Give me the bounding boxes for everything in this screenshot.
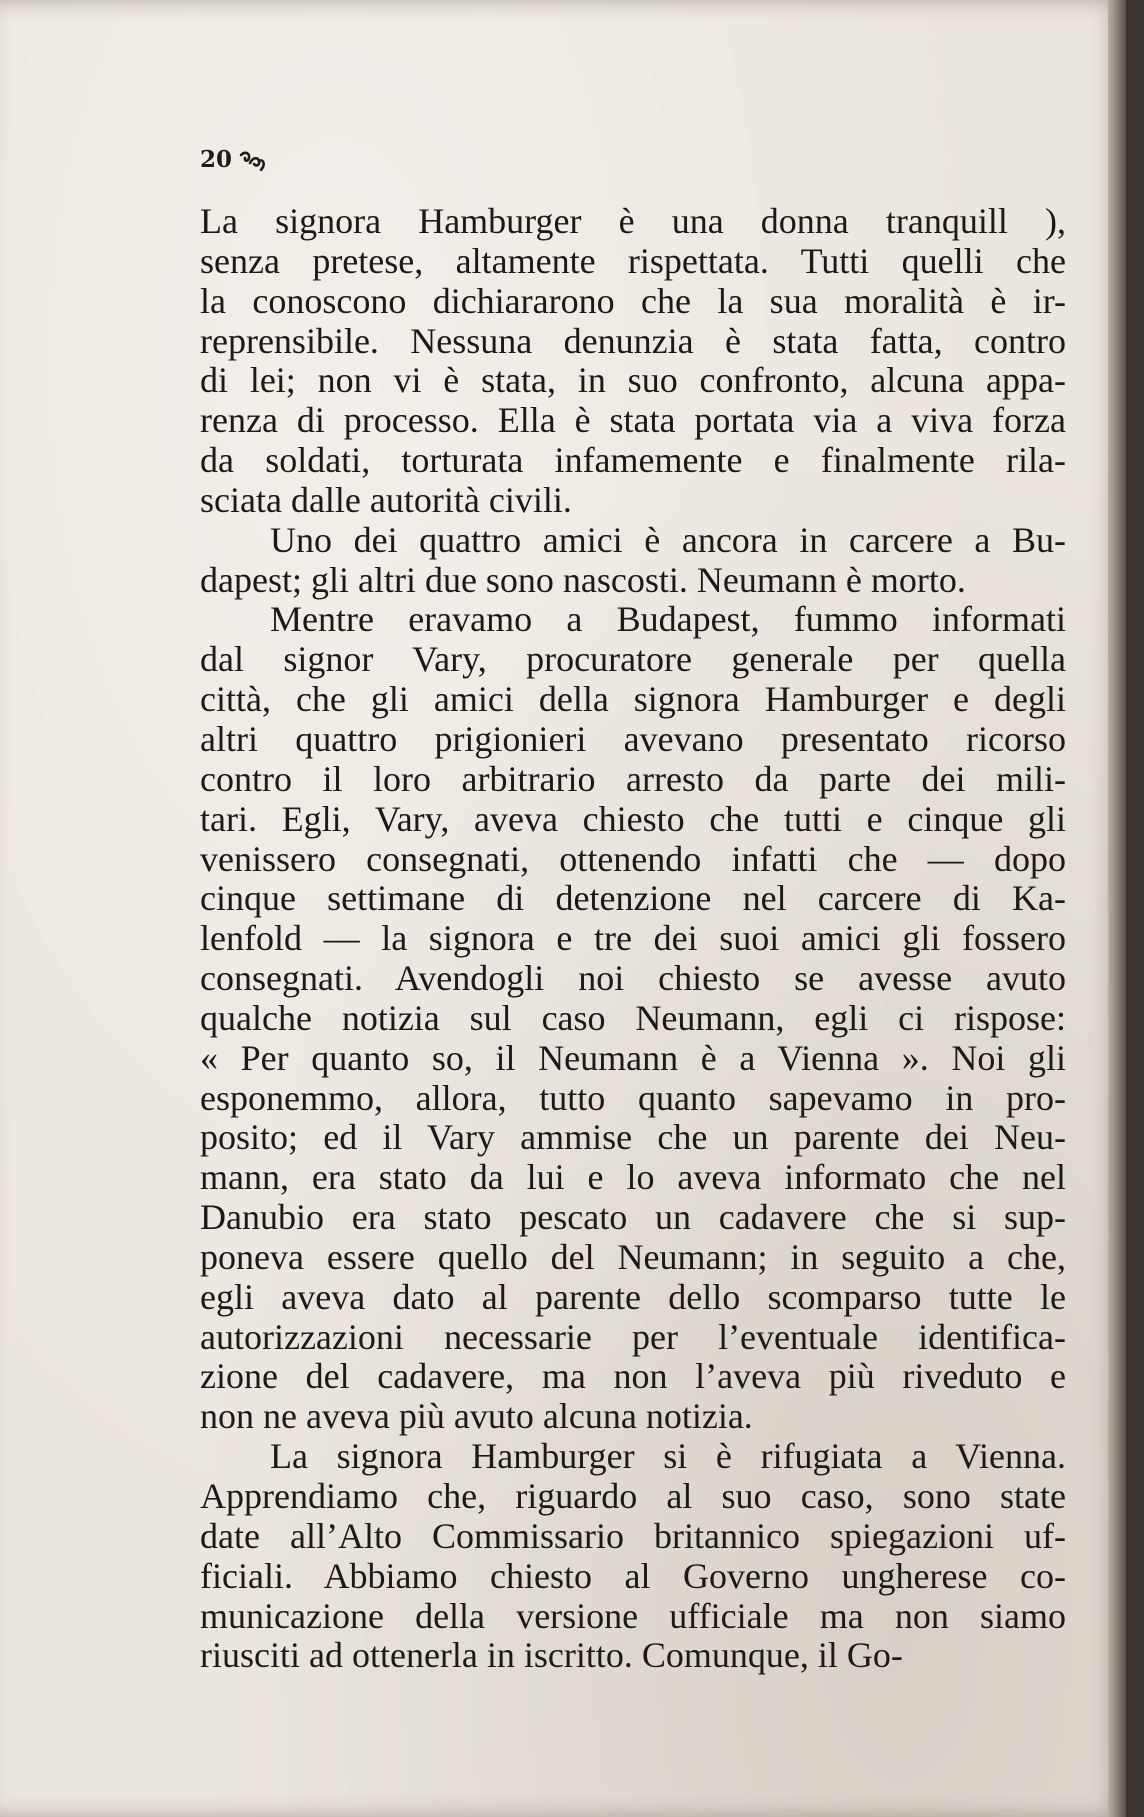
text-line: riusciti ad ottenerla in iscritto. Comunque, il Go- (200, 1636, 903, 1676)
paragraph (200, 1437, 1066, 1676)
text-line: autorizzazioni necessarie per l’eventuale identifica- (200, 1317, 1066, 1357)
text-line: consegnati. Avendogli noi chiesto se avesse avuto (200, 959, 1066, 999)
text-line: ficiali. Abbiamo chiesto al Governo ungherese co- (200, 1556, 1066, 1596)
text-line: altri quattro prigionieri avevano presentato ricorso (200, 719, 1066, 759)
paragraph (200, 600, 1066, 1437)
paragraph (200, 521, 1066, 601)
text-line: qualche notizia sul caso Neumann, egli ci rispose: (200, 998, 1066, 1038)
text-line: Apprendiamo che, riguardo al suo caso, sono state (200, 1477, 1066, 1516)
text-line: date all’Alto Commissario britannico spiegazioni uf- (200, 1516, 1066, 1556)
text-line: città, che gli amici della signora Hamburger e degli (200, 680, 1066, 720)
text-line: tari. Egli, Vary, aveva chiesto che tutti e cinque gli (200, 799, 1066, 839)
text-line: da soldati, torturata infamemente e finalmente rila- (200, 441, 1066, 481)
text-line: renza di processo. Ella è stata portata via a viva forza (200, 401, 1066, 441)
text-line: Danubio era stato pescato un cadavere che si sup- (200, 1198, 1066, 1238)
text-line: zione del cadavere, ma non l’aveva più riveduto e (200, 1357, 1066, 1397)
text-line: la conoscono dichiararono che la sua moralità è ir- (200, 281, 1066, 321)
text-line: lenfold — la signora e tre dei suoi amici gli fossero (200, 919, 1066, 959)
text-line: La signora Hamburger si è rifugiata a Vienna. (270, 1437, 1066, 1477)
text-line: dal signor Vary, procuratore generale per quella (200, 640, 1066, 680)
text-line: mann, era stato da lui e lo aveva informato che nel (200, 1158, 1066, 1198)
text-line: « Per quanto so, il Neumann è a Vienna ». Noi gli (200, 1038, 1066, 1078)
page-header (200, 146, 268, 173)
fleuron-icon (238, 149, 268, 171)
text-line: esponemmo, allora, tutto quanto sapevamo in pro- (200, 1078, 1066, 1118)
text-line: municazione della versione ufficiale ma non siamo (200, 1596, 1066, 1636)
text-line: poneva essere quello del Neumann; in seguito a che, (200, 1237, 1066, 1277)
paragraph (200, 202, 1066, 521)
page-number: 20 (200, 146, 233, 173)
text-line: senza pretese, altamente rispettata. Tutti quelli che (200, 241, 1066, 281)
text-line: reprensibile. Nessuna denunzia è stata fatta, contro (200, 321, 1066, 361)
text-line: dapest; gli altri due sono nascosti. Neumann è morto. (200, 560, 966, 600)
text-line: posito; ed il Vary ammise che un parente dei Neu- (200, 1118, 1066, 1158)
text-line: contro il loro arbitrario arresto da parte dei mili- (200, 759, 1066, 799)
text-line: non ne aveva più avuto alcuna notizia. (200, 1397, 753, 1437)
page-edge (1108, 0, 1126, 1817)
text-line: egli aveva dato al parente dello scomparso tutte le (200, 1277, 1066, 1317)
text-line: Uno dei quattro amici è ancora in carcere a Bu- (270, 520, 1066, 560)
text-line: Mentre eravamo a Budapest, fummo informati (270, 600, 1066, 640)
text-line: sciata dalle autorità civili. (200, 480, 572, 520)
text-line: La signora Hamburger è una donna tranquill ), (200, 202, 1066, 241)
text-line: cinque settimane di detenzione nel carcere di Ka- (200, 879, 1066, 919)
text-line: venissero consegnati, ottenendo infatti che — dopo (200, 839, 1066, 879)
text-line: di lei; non vi è stata, in suo confronto, alcuna appa- (200, 361, 1066, 401)
body-text (200, 202, 1066, 1676)
